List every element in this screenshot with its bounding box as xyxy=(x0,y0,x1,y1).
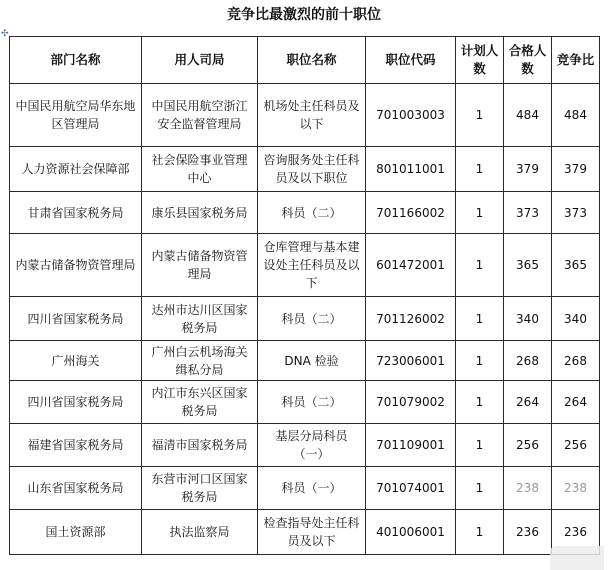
cell-code: 701074001 xyxy=(366,467,456,510)
table-row xyxy=(10,192,600,234)
cell-plan: 1 xyxy=(456,192,504,234)
cell-plan: 1 xyxy=(456,467,504,510)
cell-position: 科员（一） xyxy=(258,467,366,510)
cell-plan: 1 xyxy=(456,424,504,467)
cell-bureau: 福清市国家税务局 xyxy=(142,424,258,467)
cell-ratio: 373 xyxy=(552,192,600,234)
cell-qualified: 484 xyxy=(504,84,552,147)
cell-position: 咨询服务处主任科员及以下职位 xyxy=(258,147,366,192)
watermark-logo xyxy=(550,546,604,570)
cell-ratio: 236 xyxy=(552,510,600,555)
cell-bureau: 中国民用航空浙江安全监督管理局 xyxy=(142,84,258,147)
cell-ratio: 365 xyxy=(552,234,600,297)
cell-bureau: 康乐县国家税务局 xyxy=(142,192,258,234)
cell-code: 601472001 xyxy=(366,234,456,297)
cell-ratio: 379 xyxy=(552,147,600,192)
cell-ratio: 340 xyxy=(552,297,600,341)
cell-position: DNA 检验 xyxy=(258,341,366,381)
cell-code: 701003003 xyxy=(366,84,456,147)
cell-ratio: 268 xyxy=(552,341,600,381)
header-row xyxy=(10,37,600,84)
cell-dept: 福建省国家税务局 xyxy=(10,424,142,467)
cell-qualified: 365 xyxy=(504,234,552,297)
table-row xyxy=(10,147,600,192)
header-plan: 计划人数 xyxy=(456,37,504,84)
cell-code: 701109001 xyxy=(366,424,456,467)
header-qualified: 合格人数 xyxy=(504,37,552,84)
cell-position: 科员（二） xyxy=(258,192,366,234)
cell-bureau: 东营市河口区国家税务局 xyxy=(142,467,258,510)
cell-dept: 甘肃省国家税务局 xyxy=(10,192,142,234)
cell-plan: 1 xyxy=(456,381,504,424)
table-row xyxy=(10,467,600,510)
cell-qualified: 268 xyxy=(504,341,552,381)
cell-code: 701166002 xyxy=(366,192,456,234)
header-code: 职位代码 xyxy=(366,37,456,84)
cell-ratio: 256 xyxy=(552,424,600,467)
header-position: 职位名称 xyxy=(258,37,366,84)
header-bureau: 用人司局 xyxy=(142,37,258,84)
cell-position: 检查指导处主任科员及以下 xyxy=(258,510,366,555)
cell-position: 基层分局科员（一） xyxy=(258,424,366,467)
cell-bureau: 内江市东兴区国家税务局 xyxy=(142,381,258,424)
cell-code: 701079002 xyxy=(366,381,456,424)
table-row xyxy=(10,381,600,424)
cell-dept: 人力资源社会保障部 xyxy=(10,147,142,192)
cell-plan: 1 xyxy=(456,84,504,147)
table-row xyxy=(10,297,600,341)
cell-qualified: 264 xyxy=(504,381,552,424)
cell-position: 机场处主任科员及以下 xyxy=(258,84,366,147)
cell-plan: 1 xyxy=(456,341,504,381)
cell-plan: 1 xyxy=(456,510,504,555)
cell-plan: 1 xyxy=(456,147,504,192)
positions-table xyxy=(9,36,600,555)
cell-ratio: 264 xyxy=(552,381,600,424)
cell-bureau: 社会保险事业管理中心 xyxy=(142,147,258,192)
cell-dept: 国土资源部 xyxy=(10,510,142,555)
cell-plan: 1 xyxy=(456,234,504,297)
table-row xyxy=(10,424,600,467)
cell-plan: 1 xyxy=(456,297,504,341)
cell-code: 723006001 xyxy=(366,341,456,381)
table-row xyxy=(10,234,600,297)
cell-code: 701126002 xyxy=(366,297,456,341)
cell-dept: 山东省国家税务局 xyxy=(10,467,142,510)
cell-dept: 广州海关 xyxy=(10,341,142,381)
cell-code: 801011001 xyxy=(366,147,456,192)
cell-qualified: 373 xyxy=(504,192,552,234)
cell-bureau: 内蒙古储备物资管理局 xyxy=(142,234,258,297)
cell-dept: 四川省国家税务局 xyxy=(10,297,142,341)
cell-bureau: 执法监察局 xyxy=(142,510,258,555)
cell-bureau: 广州白云机场海关缉私分局 xyxy=(142,341,258,381)
cell-qualified: 256 xyxy=(504,424,552,467)
cell-ratio: 484 xyxy=(552,84,600,147)
cell-qualified: 238 xyxy=(504,467,552,510)
header-ratio: 竞争比 xyxy=(552,37,600,84)
page-title: 竞争比最激烈的前十职位 xyxy=(227,7,381,23)
cell-dept: 内蒙古储备物资管理局 xyxy=(10,234,142,297)
header-dept: 部门名称 xyxy=(10,37,142,84)
table-anchor-icon: ✣ xyxy=(1,29,9,39)
cell-position: 科员（二） xyxy=(258,297,366,341)
cell-code: 401006001 xyxy=(366,510,456,555)
cell-qualified: 379 xyxy=(504,147,552,192)
cell-dept: 四川省国家税务局 xyxy=(10,381,142,424)
table-row xyxy=(10,84,600,147)
cell-position: 仓库管理与基本建设处主任科员及以下 xyxy=(258,234,366,297)
table-row xyxy=(10,341,600,381)
cell-bureau: 达州市达川区国家税务局 xyxy=(142,297,258,341)
table-row xyxy=(10,510,600,555)
cell-qualified: 340 xyxy=(504,297,552,341)
cell-ratio: 238 xyxy=(552,467,600,510)
cell-dept: 中国民用航空局华东地区管理局 xyxy=(10,84,142,147)
cell-qualified: 236 xyxy=(504,510,552,555)
cell-position: 科员（二） xyxy=(258,381,366,424)
